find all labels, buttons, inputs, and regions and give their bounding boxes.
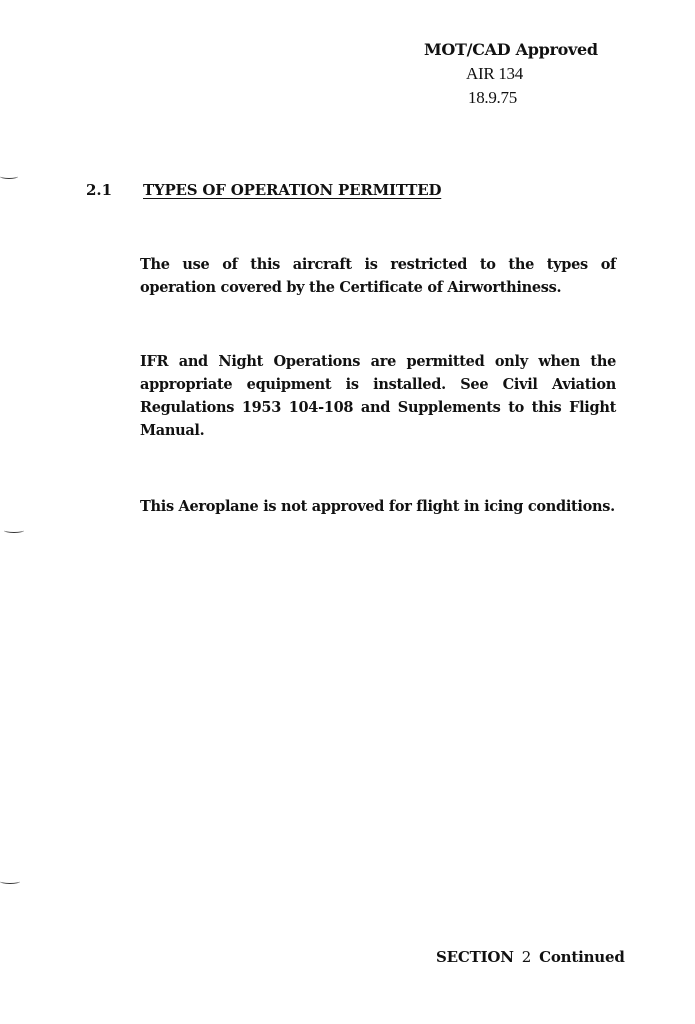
footer-continued: Continued (539, 948, 625, 966)
binding-mark-bottom (0, 879, 20, 884)
section-title: TYPES OF OPERATION PERMITTED (143, 181, 442, 199)
approval-reference: AIR 134 (466, 64, 523, 83)
paragraph-operation-types: The use of this aircraft is restricted to the types of operation covered by the Certificate of Airworthiness. (140, 256, 616, 296)
page-footer (436, 948, 625, 966)
section-number: 2.1 (86, 181, 113, 199)
paragraph-icing: This Aeroplane is not approved for flight in icing conditions. (140, 498, 615, 515)
footer-section-number: 2 (521, 948, 532, 966)
paragraph-ifr-night: IFR and Night Operations are permitted only when the appropriate equipment is installed. See Civil Aviation Regulations 1953 104-108 and Supplements to this Flight Manual. (140, 353, 616, 439)
approval-stamp (424, 38, 664, 110)
approval-authority: MOT/CAD Approved (424, 40, 598, 59)
footer-section-label: SECTION (436, 948, 514, 966)
binding-mark-middle (4, 528, 24, 533)
approval-date: 18.9.75 (468, 88, 517, 107)
binding-mark-top (0, 174, 18, 179)
